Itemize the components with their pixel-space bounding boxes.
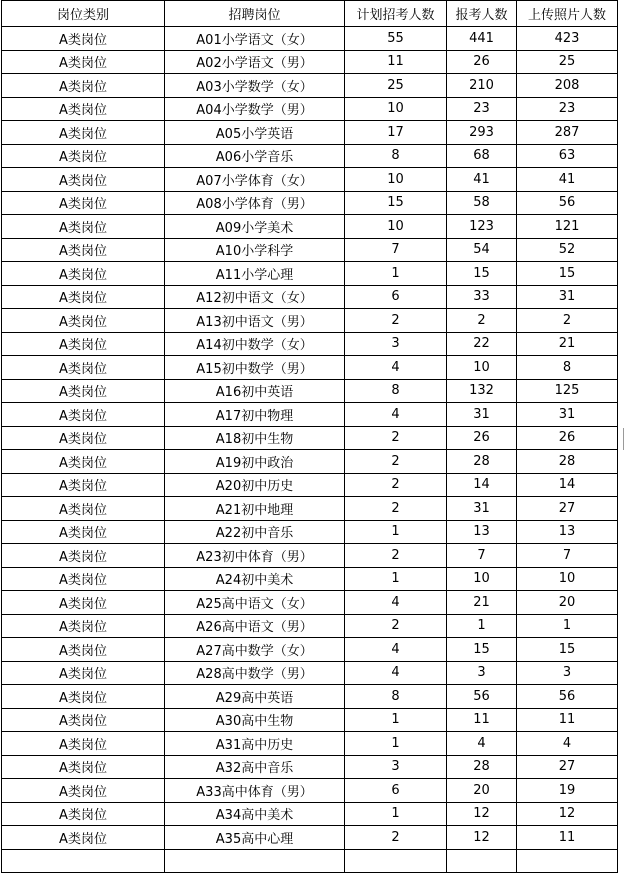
cell-photos[interactable] [517,849,618,873]
table-row [2,356,618,380]
table-row [2,74,618,98]
cell-photos[interactable]: 3 [517,661,618,685]
cell-applicants[interactable]: 12 [447,802,517,826]
table-body [2,27,618,873]
cell-applicants[interactable]: 22 [447,332,517,356]
cell-position[interactable]: A28高中数学（男） [165,661,345,685]
table-row [2,708,618,732]
cell-category[interactable]: A类岗位 [2,497,165,521]
cell-planned[interactable]: 25 [345,74,447,98]
table-row [2,826,618,850]
table-row [2,544,618,568]
header-position-category[interactable]: 岗位类别 [2,1,165,27]
cell-photos[interactable]: 15 [517,262,618,286]
cell-applicants[interactable]: 23 [447,97,517,121]
cell-photos[interactable]: 14 [517,473,618,497]
cell-photos[interactable]: 23 [517,97,618,121]
table-row [2,802,618,826]
table-row [2,403,618,427]
cell-photos[interactable]: 56 [517,191,618,215]
cell-category[interactable]: A类岗位 [2,450,165,474]
cell-category[interactable]: A类岗位 [2,285,165,309]
cell-category[interactable]: A类岗位 [2,74,165,98]
cell-category[interactable]: A类岗位 [2,732,165,756]
cell-position[interactable]: A08小学体育（男） [165,191,345,215]
cell-applicants[interactable]: 21 [447,591,517,615]
cell-applicants[interactable]: 58 [447,191,517,215]
cell-position[interactable]: A14初中数学（女） [165,332,345,356]
cell-category[interactable]: A类岗位 [2,826,165,850]
cell-category[interactable]: A类岗位 [2,544,165,568]
cell-photos[interactable]: 31 [517,285,618,309]
cell-applicants[interactable]: 1 [447,614,517,638]
cell-category[interactable]: A类岗位 [2,27,165,51]
cell-position[interactable]: A22初中音乐 [165,520,345,544]
cell-photos[interactable]: 27 [517,755,618,779]
cell-planned[interactable]: 2 [345,826,447,850]
cell-applicants[interactable]: 56 [447,685,517,709]
cell-position[interactable]: A18初中生物 [165,426,345,450]
cell-applicants[interactable]: 7 [447,544,517,568]
cell-applicants[interactable]: 2 [447,309,517,333]
cell-category[interactable]: A类岗位 [2,168,165,192]
table-row [2,661,618,685]
table-row [2,473,618,497]
cell-category[interactable]: A类岗位 [2,309,165,333]
cell-planned[interactable]: 15 [345,191,447,215]
cell-position[interactable]: A32高中音乐 [165,755,345,779]
table-row [2,121,618,145]
cell-photos[interactable]: 13 [517,520,618,544]
cell-applicants[interactable]: 123 [447,215,517,239]
cell-position[interactable]: A27高中数学（女） [165,638,345,662]
cell-position[interactable]: A02小学语文（男） [165,50,345,74]
table-row [2,144,618,168]
cell-position[interactable]: A09小学美术 [165,215,345,239]
cell-applicants[interactable]: 20 [447,779,517,803]
cell-position[interactable]: A04小学数学（男） [165,97,345,121]
table-row [2,262,618,286]
cell-applicants[interactable]: 441 [447,27,517,51]
cell-planned[interactable]: 1 [345,802,447,826]
cell-applicants[interactable]: 54 [447,238,517,262]
cell-planned[interactable]: 8 [345,144,447,168]
cell-photos[interactable]: 2 [517,309,618,333]
cell-applicants[interactable]: 31 [447,497,517,521]
cell-photos[interactable]: 25 [517,50,618,74]
cell-position[interactable]: A10小学科学 [165,238,345,262]
cell-applicants[interactable]: 28 [447,450,517,474]
cell-planned[interactable]: 2 [345,426,447,450]
cell-position[interactable]: A33高中体育（男） [165,779,345,803]
header-applicant-count[interactable]: 报考人数 [447,1,517,27]
table-row [2,27,618,51]
cell-photos[interactable]: 31 [517,403,618,427]
cell-planned[interactable]: 2 [345,614,447,638]
cell-photos[interactable]: 12 [517,802,618,826]
table-row [2,168,618,192]
header-planned-count[interactable]: 计划招考人数 [345,1,447,27]
cell-category[interactable]: A类岗位 [2,215,165,239]
cell-position[interactable]: A23初中体育（男） [165,544,345,568]
cell-planned[interactable]: 3 [345,755,447,779]
table-row [2,426,618,450]
table-row [2,450,618,474]
table-row [2,215,618,239]
table-row [2,779,618,803]
header-recruitment-position[interactable]: 招聘岗位 [165,1,345,27]
cell-photos[interactable]: 21 [517,332,618,356]
recruitment-table [1,0,618,873]
cell-planned[interactable]: 1 [345,732,447,756]
cell-photos[interactable]: 125 [517,379,618,403]
cell-category[interactable]: A类岗位 [2,144,165,168]
cell-planned[interactable]: 55 [345,27,447,51]
cell-planned[interactable]: 10 [345,215,447,239]
cell-category[interactable]: A类岗位 [2,779,165,803]
cell-position[interactable]: A20初中历史 [165,473,345,497]
table-row [2,238,618,262]
cell-position[interactable]: A29高中英语 [165,685,345,709]
cell-planned[interactable]: 10 [345,168,447,192]
cell-planned[interactable]: 4 [345,591,447,615]
cell-photos[interactable]: 52 [517,238,618,262]
cell-category[interactable]: A类岗位 [2,685,165,709]
cell-category[interactable]: A类岗位 [2,97,165,121]
cell-planned[interactable]: 4 [345,661,447,685]
cell-photos[interactable]: 11 [517,826,618,850]
cell-planned[interactable]: 8 [345,685,447,709]
cell-position[interactable]: A21初中地理 [165,497,345,521]
cell-planned[interactable]: 2 [345,544,447,568]
cell-planned[interactable]: 1 [345,520,447,544]
cell-position[interactable]: A06小学音乐 [165,144,345,168]
table-row [2,332,618,356]
cell-applicants[interactable]: 28 [447,755,517,779]
cell-category[interactable]: A类岗位 [2,121,165,145]
cell-position[interactable]: A15初中数学（男） [165,356,345,380]
cell-applicants[interactable]: 210 [447,74,517,98]
cell-position[interactable]: A25高中语文（女） [165,591,345,615]
table-row [2,614,618,638]
cell-photos[interactable]: 28 [517,450,618,474]
cell-applicants[interactable]: 11 [447,708,517,732]
cell-position[interactable]: A07小学体育（女） [165,168,345,192]
table-row [2,379,618,403]
cell-applicants[interactable]: 26 [447,426,517,450]
table-row [2,755,618,779]
table-row [2,191,618,215]
cell-planned[interactable]: 2 [345,497,447,521]
cell-photos[interactable]: 208 [517,74,618,98]
cell-photos[interactable]: 27 [517,497,618,521]
table-row [2,97,618,121]
cell-category[interactable]: A类岗位 [2,379,165,403]
cell-planned[interactable]: 4 [345,638,447,662]
cell-applicants[interactable]: 3 [447,661,517,685]
cell-position[interactable]: A12初中语文（女） [165,285,345,309]
cell-applicants[interactable]: 293 [447,121,517,145]
cell-planned[interactable]: 4 [345,356,447,380]
cell-photos[interactable]: 4 [517,732,618,756]
cell-planned[interactable]: 1 [345,262,447,286]
cell-position[interactable]: A11小学心理 [165,262,345,286]
table-row [2,591,618,615]
cell-photos[interactable]: 41 [517,168,618,192]
cell-position[interactable]: A24初中美术 [165,567,345,591]
cell-photos[interactable]: 8 [517,356,618,380]
cell-category[interactable]: A类岗位 [2,473,165,497]
cell-category[interactable] [2,849,165,873]
cell-category[interactable]: A类岗位 [2,356,165,380]
cell-applicants[interactable]: 13 [447,520,517,544]
cell-position[interactable]: A31高中历史 [165,732,345,756]
cell-category[interactable]: A类岗位 [2,614,165,638]
cell-planned[interactable] [345,849,447,873]
cell-applicants[interactable]: 12 [447,826,517,850]
cell-planned[interactable]: 2 [345,309,447,333]
cell-position[interactable]: A05小学英语 [165,121,345,145]
cell-photos[interactable]: 1 [517,614,618,638]
cell-position[interactable]: A30高中生物 [165,708,345,732]
cell-position[interactable]: A16初中英语 [165,379,345,403]
spreadsheet-sheet [1,0,618,873]
table-row [2,309,618,333]
cell-photos[interactable]: 121 [517,215,618,239]
cell-category[interactable]: A类岗位 [2,520,165,544]
cell-category[interactable]: A类岗位 [2,426,165,450]
cell-planned[interactable]: 1 [345,708,447,732]
cell-category[interactable]: A类岗位 [2,661,165,685]
cell-applicants[interactable]: 41 [447,168,517,192]
cell-position[interactable]: A34高中美术 [165,802,345,826]
cell-photos[interactable]: 7 [517,544,618,568]
cell-photos[interactable]: 19 [517,779,618,803]
header-row [2,1,618,27]
cell-applicants[interactable] [447,849,517,873]
cell-photos[interactable]: 15 [517,638,618,662]
table-row [2,567,618,591]
cell-photos[interactable]: 287 [517,121,618,145]
table-row [2,849,618,873]
table-row [2,520,618,544]
cell-photos[interactable]: 423 [517,27,618,51]
cell-category[interactable]: A类岗位 [2,567,165,591]
cell-position[interactable]: A17初中物理 [165,403,345,427]
cell-applicants[interactable]: 15 [447,638,517,662]
cell-photos[interactable]: 10 [517,567,618,591]
cell-applicants[interactable]: 33 [447,285,517,309]
cell-photos[interactable]: 11 [517,708,618,732]
cell-applicants[interactable]: 4 [447,732,517,756]
cell-planned[interactable]: 2 [345,450,447,474]
cell-category[interactable]: A类岗位 [2,262,165,286]
cell-photos[interactable]: 63 [517,144,618,168]
cell-position[interactable] [165,849,345,873]
cell-category[interactable]: A类岗位 [2,191,165,215]
cell-planned[interactable]: 10 [345,97,447,121]
cell-category[interactable]: A类岗位 [2,802,165,826]
cell-category[interactable]: A类岗位 [2,332,165,356]
table-row [2,685,618,709]
header-photo-upload-count[interactable]: 上传照片人数 [517,1,618,27]
cell-position[interactable]: A19初中政治 [165,450,345,474]
cell-applicants[interactable]: 31 [447,403,517,427]
cell-position[interactable]: A01小学语文（女） [165,27,345,51]
cell-category[interactable]: A类岗位 [2,638,165,662]
table-row [2,638,618,662]
cell-planned[interactable]: 11 [345,50,447,74]
cell-position[interactable]: A26高中语文（男） [165,614,345,638]
cell-photos[interactable]: 20 [517,591,618,615]
cell-category[interactable]: A类岗位 [2,50,165,74]
cell-photos[interactable]: 26 [517,426,618,450]
cell-planned[interactable]: 3 [345,332,447,356]
cell-applicants[interactable]: 14 [447,473,517,497]
cell-applicants[interactable]: 15 [447,262,517,286]
cell-category[interactable]: A类岗位 [2,708,165,732]
cell-category[interactable]: A类岗位 [2,238,165,262]
cell-applicants[interactable]: 10 [447,356,517,380]
table-row [2,50,618,74]
cell-position[interactable]: A03小学数学（女） [165,74,345,98]
cell-position[interactable]: A35高中心理 [165,826,345,850]
cell-planned[interactable]: 17 [345,121,447,145]
table-row [2,732,618,756]
table-row [2,285,618,309]
cell-planned[interactable]: 2 [345,473,447,497]
cell-category[interactable]: A类岗位 [2,591,165,615]
cell-applicants[interactable]: 26 [447,50,517,74]
cell-planned[interactable]: 6 [345,779,447,803]
cell-category[interactable]: A类岗位 [2,403,165,427]
cell-position[interactable]: A13初中语文（男） [165,309,345,333]
cell-planned[interactable]: 4 [345,403,447,427]
cell-planned[interactable]: 1 [345,567,447,591]
cell-applicants[interactable]: 68 [447,144,517,168]
cell-applicants[interactable]: 132 [447,379,517,403]
cell-applicants[interactable]: 10 [447,567,517,591]
table-row [2,497,618,521]
cell-planned[interactable]: 6 [345,285,447,309]
scrollbar-indicator[interactable] [623,428,624,450]
cell-category[interactable]: A类岗位 [2,755,165,779]
cell-photos[interactable]: 56 [517,685,618,709]
cell-planned[interactable]: 8 [345,379,447,403]
cell-planned[interactable]: 7 [345,238,447,262]
